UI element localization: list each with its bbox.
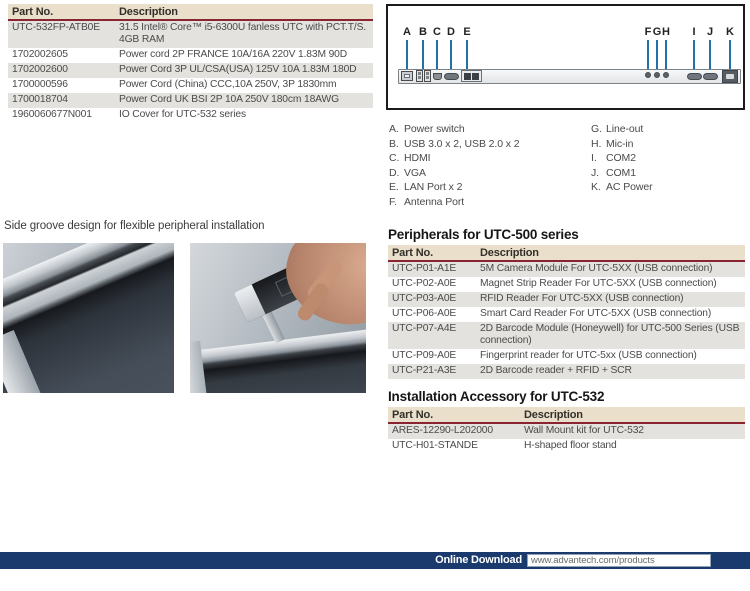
part-no-cell: UTC-P21-A3E [388,364,476,379]
legend-item [591,137,741,152]
table-row [388,307,745,322]
legend-key: A. [389,123,399,135]
table-row [388,423,745,439]
description-cell: IO Cover for UTC-532 series [119,109,246,120]
leader-line [693,40,695,71]
footer-download-bar [0,552,750,569]
part-no-cell: UTC-P03-A0E [388,292,476,307]
download-url-box[interactable]: www.advantech.com/products [527,554,711,567]
description-cell: 5M Camera Module For UTC-5XX (USB connection) [476,261,745,277]
port-label-f: F [644,26,652,38]
legend-item [591,166,741,181]
part-no-cell: UTC-P02-A0E [392,278,457,289]
description-cell: Fingerprint reader for UTC-5xx (USB connection) [480,350,697,361]
part-no-cell: 1700000596 [12,79,68,90]
table-row [388,277,745,292]
description-cell: Power Cord (China) CCC,10A 250V, 3P 1830mm [119,79,337,90]
part-no-cell: UTC-P01-A1E [388,261,476,277]
column-header-part-no: Part No. [8,4,115,20]
peripherals-section-title: Peripherals for UTC-500 series [388,227,579,242]
leader-line [406,40,408,70]
port-label-i: I [692,26,696,38]
table-row [388,364,745,379]
port-label-j: J [706,26,714,38]
legend-label: Antenna Port [404,195,465,208]
description-cell: Smart Card Reader For UTC-5XX (USB connection) [480,308,712,319]
column-header-description: Description [520,407,745,423]
legend-label: LAN Port x 2 [404,181,463,194]
description-cell: Wall Mount kit for UTC-532 [520,423,745,439]
table-header-row [8,4,373,20]
column-header-part-no: Part No. [388,245,476,261]
part-no-cell: UTC-532FP-ATB0E [8,20,115,48]
description-cell: H-shaped floor stand [524,440,617,451]
legend-key: F. [389,195,397,208]
line-out-jack-icon [654,72,660,78]
leader-line [729,40,731,70]
power-switch-icon [401,71,413,81]
part-no-cell: UTC-P06-A0E [392,308,457,319]
hdmi-port-icon [433,73,442,80]
port-label-b: B [419,26,427,38]
legend-item [389,195,589,210]
table-row [8,63,373,78]
leader-line [466,40,468,70]
description-cell: Power Cord UK BSI 2P 10A 250V 180cm 18AWG [115,93,373,108]
legend-key: K. [591,181,601,194]
legend-item [389,151,589,166]
leader-line [665,40,667,72]
installation-section-title: Installation Accessory for UTC-532 [388,389,605,404]
legend-item [389,122,589,137]
part-no-cell: 1700018704 [8,93,115,108]
legend-label: Mic-in [606,137,634,150]
legend-key: I. [591,152,597,165]
rear-io-diagram [386,4,745,110]
table-row [8,20,373,48]
port-label-a: A [403,26,411,38]
mic-in-jack-icon [663,72,669,78]
legend-item [591,151,741,166]
legend-item [591,122,741,137]
leader-line [656,40,658,72]
legend-label: HDMI [404,152,431,165]
port-label-k: K [726,26,734,38]
peripherals-table [388,245,745,379]
description-cell: Magnet Strip Reader For UTC-5XX (USB connection) [480,278,717,289]
leader-line [647,40,649,72]
port-label-d: D [447,26,455,38]
legend-label: Power switch [404,123,465,135]
legend-label: USB 3.0 x 2, USB 2.0 x 2 [404,137,520,150]
port-legend-left [389,122,589,210]
description-cell: 2D Barcode reader + RFID + SCR [476,364,745,379]
legend-key: G. [591,123,602,135]
legend-key: E. [389,181,399,194]
description-cell: RFID Reader For UTC-5XX (USB connection) [476,292,745,307]
module-end-cap-graphic [234,284,266,322]
table-row [8,48,373,63]
part-no-cell: UTC-H01-STANDE [392,440,478,451]
part-no-cell: UTC-P09-A0E [392,350,457,361]
column-header-description: Description [115,4,373,20]
photo-side-groove [3,243,174,393]
table-row [8,93,373,108]
part-no-cell: 1702002605 [12,49,68,60]
legend-key: B. [389,137,399,150]
legend-key: C. [389,152,400,165]
leader-line [422,40,424,70]
port-legend-right [591,122,741,195]
legend-item [389,166,589,181]
table-row [8,78,373,93]
table-row [388,439,745,454]
com2-port-icon [687,73,702,80]
usb-ports-icon [416,70,431,82]
table-row [388,349,745,364]
legend-key: H. [591,137,602,150]
legend-label: Line-out [606,123,644,135]
column-header-part-no: Part No. [388,407,520,423]
leader-line [450,40,452,70]
legend-label: COM2 [606,152,636,165]
description-cell: Power cord 2P FRANCE 10A/16A 220V 1.83M 90D [119,49,348,60]
table-row [388,292,745,307]
legend-item [591,180,741,195]
description-cell: Power Cord 3P UL/CSA(USA) 125V 10A 1.83M 180D [115,63,373,78]
legend-label: VGA [404,166,426,179]
photo-module-install [190,243,366,393]
legend-item [389,180,589,195]
antenna-port-icon [645,72,651,78]
part-no-cell: ARES-12290-L202000 [388,423,520,439]
table-header-row [388,245,745,261]
ac-power-inlet-icon [722,70,738,83]
online-download-label: Online Download [435,554,522,566]
description-cell: 31.5 Intel® Core™ i5-6300U fanless UTC with PCT.T/S. 4GB RAM [115,20,373,48]
leader-line [709,40,711,71]
vga-port-icon [444,73,459,80]
legend-key: J. [591,166,599,179]
table-header-row [388,407,745,423]
installation-table [388,407,745,454]
leader-line [436,40,438,70]
side-groove-caption: Side groove design for flexible peripheral installation [4,220,265,232]
com1-port-icon [703,73,718,80]
table-row [8,108,373,123]
port-label-c: C [433,26,441,38]
part-no-cell: 1960060677N001 [12,109,92,120]
description-cell: 2D Barcode Module (Honeywell) for UTC-500 Series (USB connection) [476,322,745,349]
table-row [388,261,745,277]
port-label-g: G [652,26,662,38]
port-label-h: H [662,26,670,38]
ordering-table [8,4,373,123]
part-no-cell: 1702002600 [8,63,115,78]
legend-label: AC Power [606,181,653,194]
legend-label: COM1 [606,166,636,179]
table-row [388,322,745,349]
column-header-description: Description [476,245,745,261]
legend-key: D. [389,166,400,179]
port-label-e: E [463,26,471,38]
part-no-cell: UTC-P07-A4E [388,322,476,349]
lan-ports-icon [461,70,482,82]
legend-item [389,137,589,152]
